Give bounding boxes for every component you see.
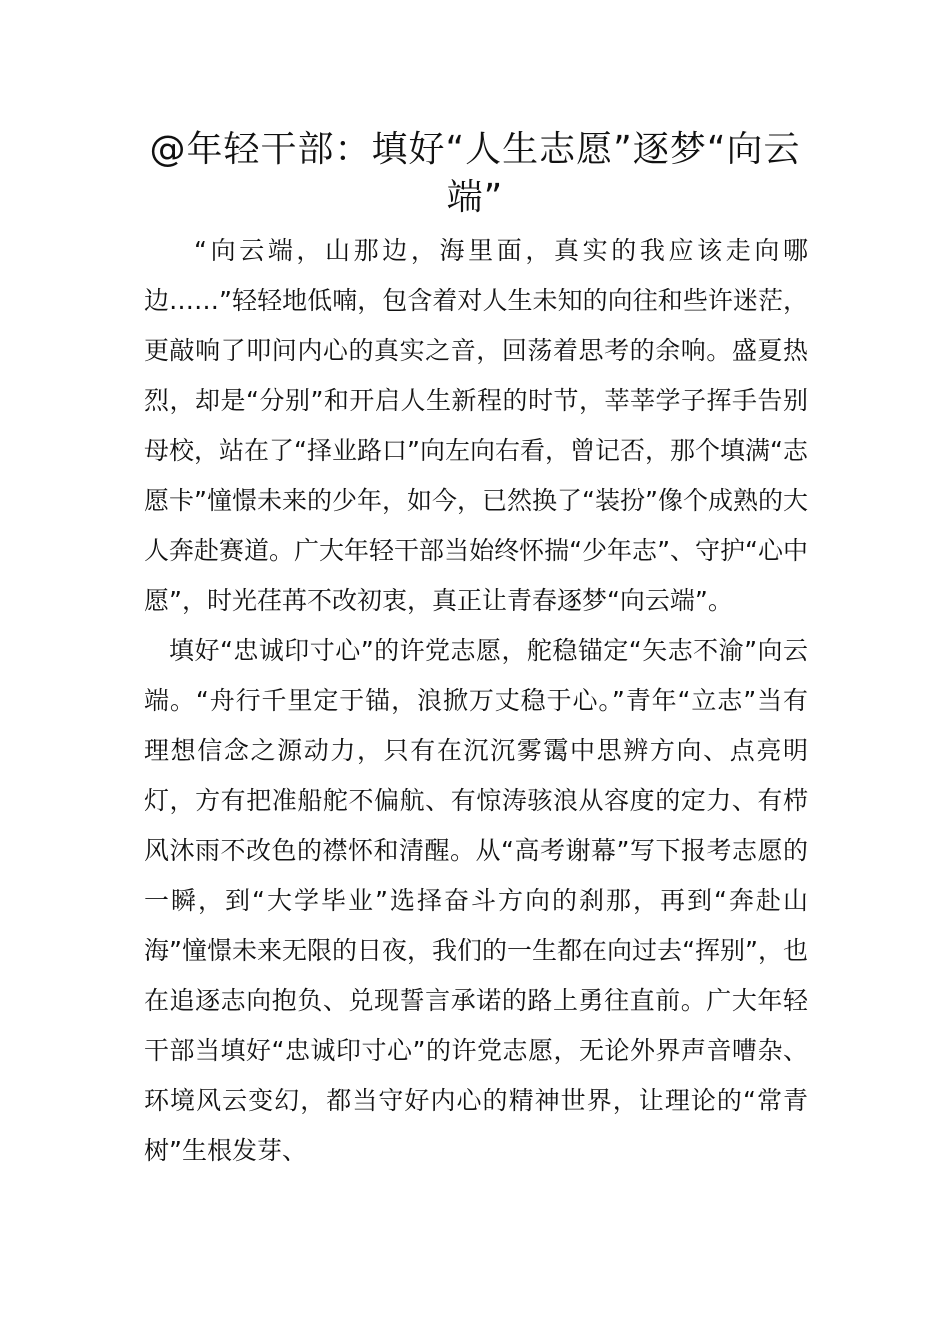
- paragraph-loyalty: 填好“忠诚印寸心”的许党志愿，舵稳锚定“矢志不渝”向云端。“舟行千里定于锚，浪掀万丈稳于心。”青年“立志”当有理想信念之源动力，只有在沉沉雾霭中思辨方向、点亮明灯，方有把准船舵不偏航、有惊涛骇浪从容度的定力、有栉风沐雨不改色的襟怀和清醒。从“高考谢幕”写下报考志愿的一瞬，到“大学毕业”选择奋斗方向的刹那，再到“奔赴山海”憧憬未来无限的日夜，我们的一生都在向过去“挥别”，也在追逐志向抱负、兑现誓言承诺的路上勇往直前。广大年轻干部当填好“忠诚印寸心”的许党志愿，无论外界声音嘈杂、环境风云变幻，都当守好内心的精神世界，让理论的“常青树”生根发芽、: [144, 636, 808, 1165]
- paragraph-intro: “向云端，山那边，海里面，真实的我应该走向哪边……”轻轻地低喃，包含着对人生未知的向往和些许迷茫，更敲响了叩问内心的真实之音，回荡着思考的余响。盛夏热烈，却是“分别”和开启人生新程的时节，莘莘学子挥手告别母校，站在了“择业路口”向左向右看，曾记否，那个填满“志愿卡”憧憬未来的少年，如今，已然换了“装扮”像个成熟的大人奔赴赛道。广大年轻干部当始终怀揣“少年志”、守护“心中愿”，时光荏苒不改初衷，真正让青春逐梦“向云端”。: [144, 236, 808, 615]
- article-body: [144, 226, 808, 1176]
- article-title: @年轻干部：填好“人生志愿”逐梦“向云端”: [149, 129, 801, 218]
